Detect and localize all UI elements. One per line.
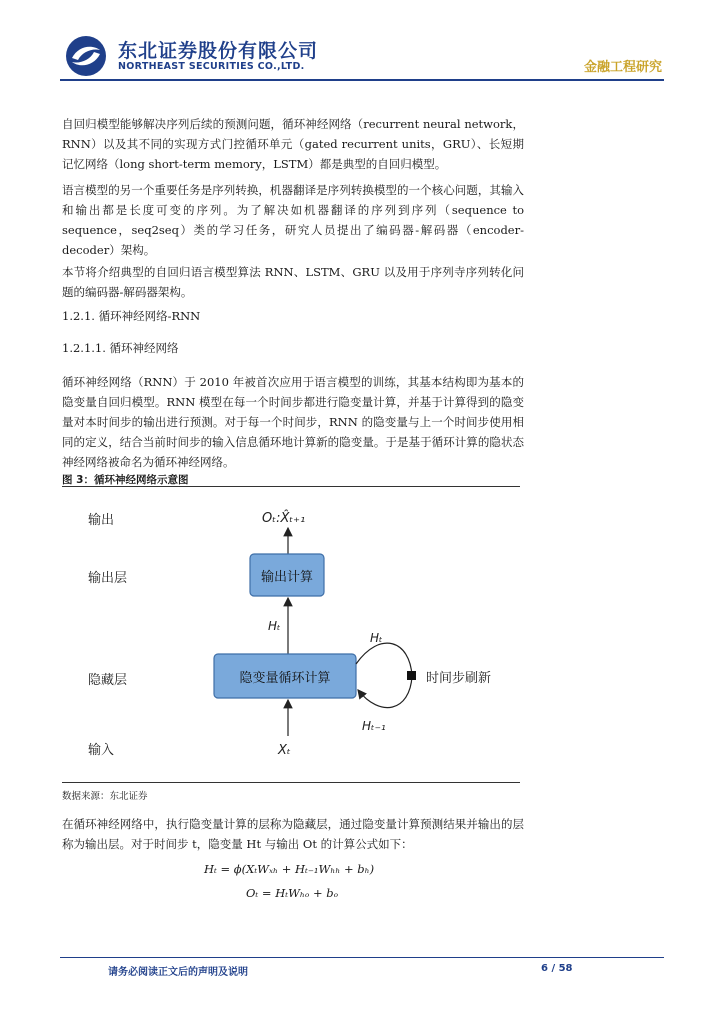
paragraph-autoregressive: 自回归模型能够解决序列后续的预测问题，循环神经网络（recurrent neural network，RNN）以及其不同的实现方式门控循环单元（gated recurrent units，GRU）、长短期记忆网络（long short-term memory，LSTM）都是典型的自回归模型。 (62, 117, 524, 171)
section-heading: 1.2.1. 循环神经网络-RNN (62, 309, 201, 323)
label-output: 输出 (88, 513, 115, 528)
figure-title: 图 3：循环神经网络示意图 (62, 474, 189, 486)
label-output-layer: 输出层 (88, 571, 128, 586)
time-refresh-label: 时间步刷新 (426, 671, 492, 686)
subsection-heading: 1.2.1.1. 循环神经网络 (62, 341, 179, 355)
math-x-in: Xₜ (278, 743, 291, 758)
company-name-en: NORTHEAST SECURITIES CO.,LTD. (118, 61, 305, 72)
figure-bottom-rule (62, 782, 520, 783)
label-input: 输入 (88, 743, 115, 758)
math-output-var: Oₜ:X̂ₜ₊₁ (262, 511, 306, 526)
loop-arc-bottom (358, 676, 412, 708)
paragraph-hidden-layer: 在循环神经网络中，执行隐变量计算的层称为隐藏层，通过隐变量计算预测结果并输出的层称为输出层。对于时间步 t，隐变量 Ht 与输出 Ot 的计算公式如下： (62, 817, 524, 851)
time-step-square (407, 671, 416, 680)
label-hidden-layer: 隐藏层 (88, 673, 128, 688)
rnn-diagram (60, 490, 530, 780)
figure-source: 数据来源：东北证券 (62, 791, 148, 802)
header-divider (60, 79, 664, 81)
hidden-box-label: 隐变量循环计算 (239, 671, 331, 686)
math-h-loop-bottom: Hₜ₋₁ (362, 719, 386, 733)
paragraph-rnn: 循环神经网络（RNN）于 2010 年被首次应用于语言模型的训练，其基本结构即为基本的隐变量自回归模型。RNN 模型在每一个时间步都进行隐变量计算，并基于计算得到的隐变量对本时间步的输出进行预测。对于每一个时间步，RNN 的隐变量与上一个时间步使用相同的定义，结合当前时间步的输入信息循环地计算新的隐变量。于是基于循环计算的隐状态神经网络被命名为循环神经网络。 (62, 375, 524, 469)
page-number: 6 / 58 (541, 963, 573, 974)
loop-arc-top (356, 643, 412, 676)
paragraph-seq2seq: 语言模型的另一个重要任务是序列转换，机器翻译是序列转换模型的一个核心问题，其输入和输出都是长度可变的序列。为了解决如机器翻译的序列到序列（sequence to sequence，seq2seq）类的学习任务，研究人员提出了编码器-解码器（encoder-decoder）架构。 (62, 183, 524, 257)
department-label: 金融工程研究 (583, 60, 662, 75)
math-h-up: Hₜ (268, 619, 281, 633)
paragraph-intro: 本节将介绍典型的自回归语言模型算法 RNN、LSTM、GRU 以及用于序列寺序列转化问题的编码器-解码器架构。 (62, 265, 524, 299)
footer-disclaimer: 请务必阅读正文后的声明及说明 (108, 967, 248, 978)
figure-top-rule (62, 486, 520, 487)
company-name-cn: 东北证券股份有限公司 (118, 40, 319, 62)
formula-output: Oₜ = HₜWₕₒ + bₒ (246, 886, 339, 900)
math-h-loop-top: Hₜ (370, 631, 383, 645)
output-box-label: 输出计算 (260, 570, 314, 585)
footer-divider (60, 957, 664, 958)
company-logo (64, 34, 108, 78)
formula-hidden: Hₜ = ϕ(XₜWₓₕ + Hₜ₋₁Wₕₕ + bₕ) (204, 862, 375, 876)
